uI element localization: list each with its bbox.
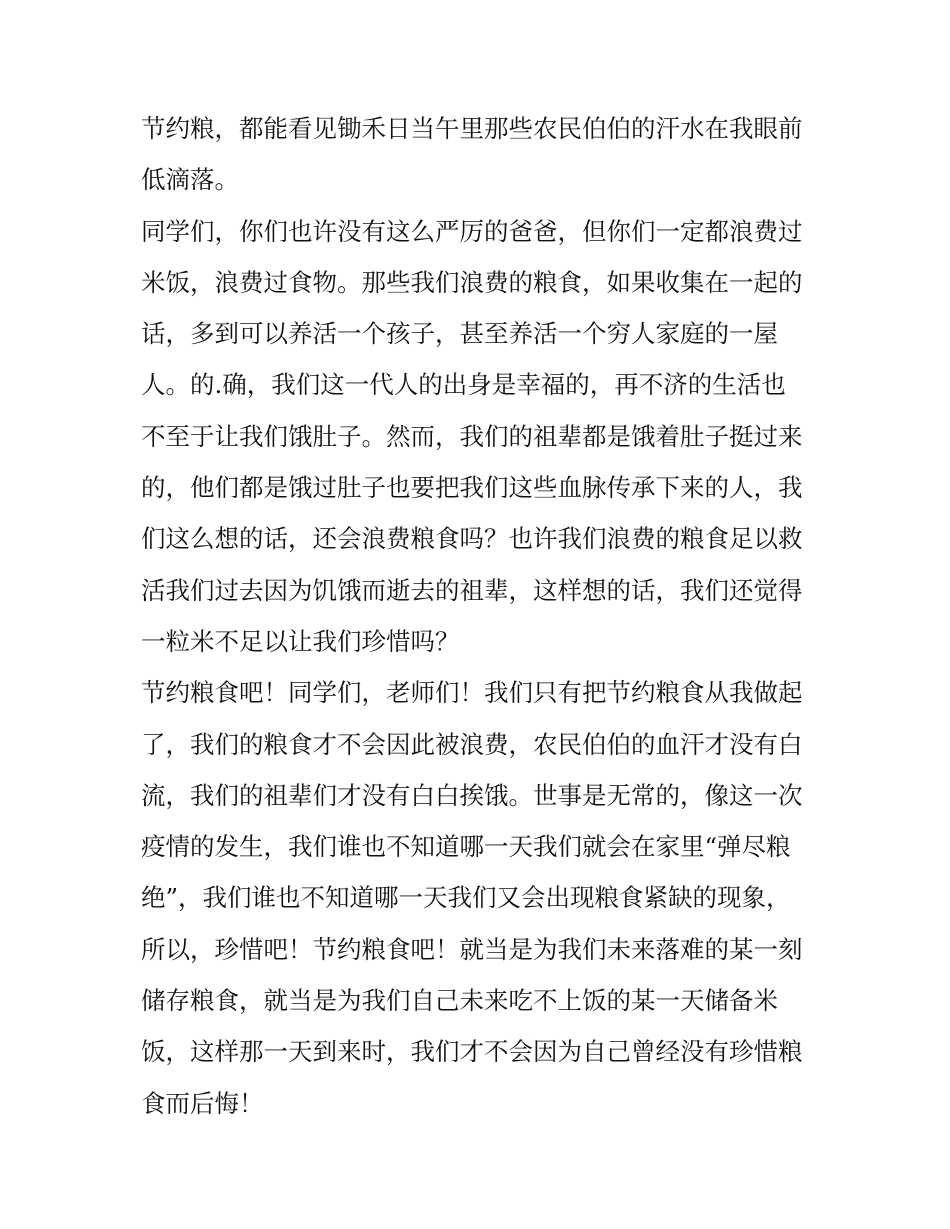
text-line: 不至于让我们饿肚子。然而，我们的祖辈都是饿着肚子挺过来 — [141, 421, 803, 451]
text-line: 绝”，我们谁也不知道哪一天我们又会出现粮食紧缺的现象， — [141, 883, 791, 913]
text-line: 话，多到可以养活一个孩子，甚至养活一个穷人家庭的一屋 — [141, 319, 778, 349]
text-line: 饭，这样那一天到来时，我们才不会因为自己曾经没有珍惜粮 — [141, 1037, 803, 1067]
text-line: 同学们，你们也许没有这么严厉的爸爸，但你们一定都浪费过 — [141, 216, 803, 246]
text-line: 疫情的发生，我们谁也不知道哪一天我们就会在家里“弹尽粮 — [141, 832, 791, 862]
text-line: 了，我们的粮食才不会因此被浪费，农民伯伯的血汗才没有白 — [141, 729, 803, 759]
text-line: 活我们过去因为饥饿而逝去的祖辈，这样想的话，我们还觉得 — [141, 575, 803, 605]
text-line: 流，我们的祖辈们才没有白白挨饿。世事是无常的，像这一次 — [141, 780, 803, 810]
text-line: 所以，珍惜吧！节约粮食吧！就当是为我们未来落难的某一刻 — [141, 934, 803, 964]
text-line: 米饭，浪费过食物。那些我们浪费的粮食，如果收集在一起的 — [141, 267, 803, 297]
text-line: 储存粮食，就当是为我们自己未来吃不上饭的某一天储备米 — [141, 986, 778, 1016]
text-line: 节约粮食吧！同学们，老师们！我们只有把节约粮食从我做起 — [141, 678, 803, 708]
text-line: 食而后悔！ — [141, 1088, 264, 1118]
text-line: 的，他们都是饿过肚子也要把我们这些血脉传承下来的人，我 — [141, 473, 803, 503]
text-line: 低滴落。 — [141, 165, 239, 195]
text-line: 们这么想的话，还会浪费粮食吗？也许我们浪费的粮食足以救 — [141, 524, 803, 554]
text-line: 人。的.确，我们这一代人的出身是幸福的，再不济的生活也 — [141, 370, 786, 400]
text-line: 一粒米不足以让我们珍惜吗？ — [141, 626, 460, 656]
text-line: 节约粮，都能看见锄禾日当午里那些农民伯伯的汗水在我眼前 — [141, 114, 803, 143]
body-text — [141, 103, 821, 1129]
